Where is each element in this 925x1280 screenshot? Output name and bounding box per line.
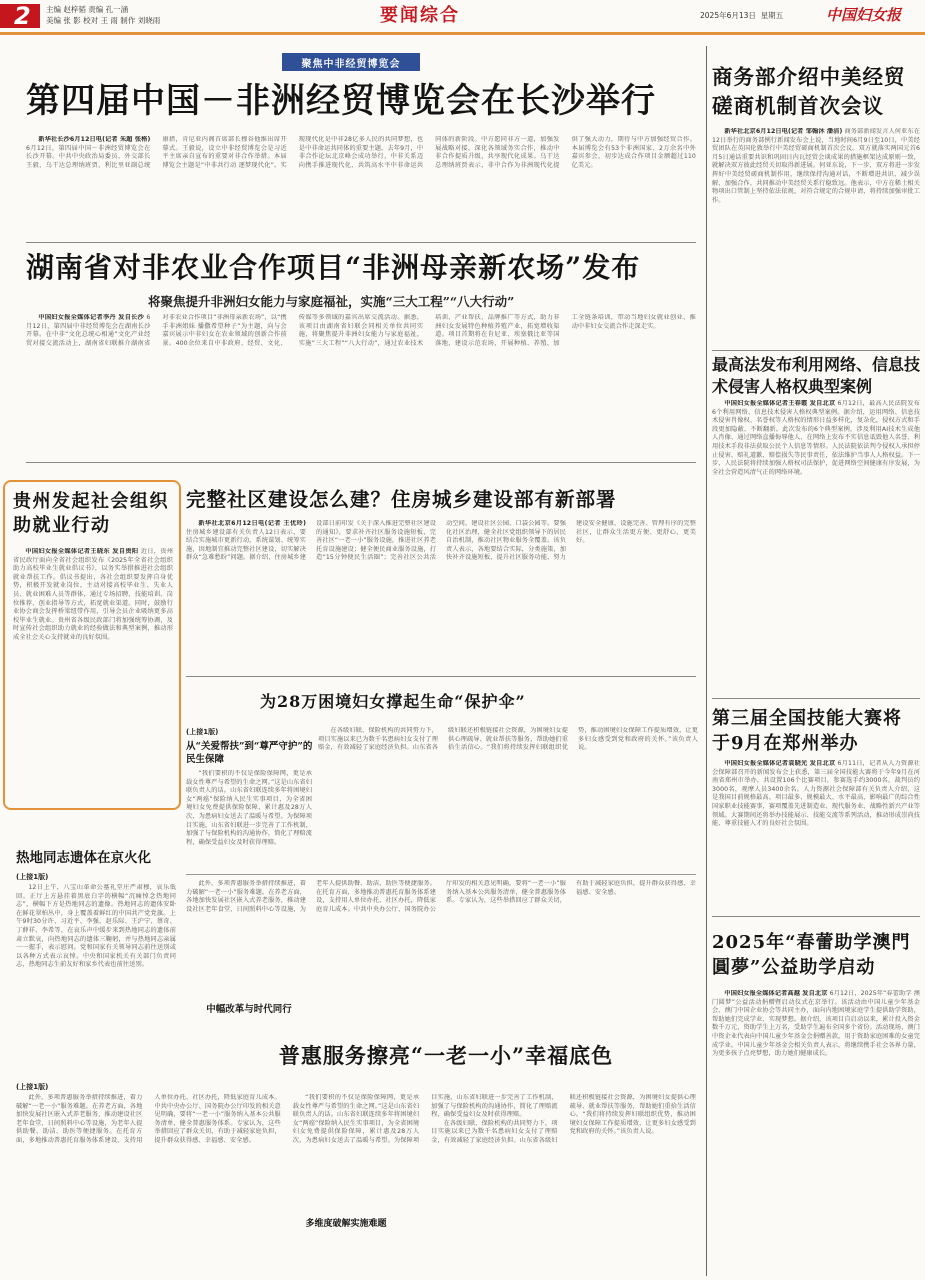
story7-headline: 为28万困境妇女撑起生命“保护伞” (260, 692, 526, 711)
story5-box (3, 480, 181, 810)
story9-body: 12日上午，八宝山革命公墓礼堂庄严肃穆，哀乐低回。正厅上方悬挂着黑底白字的横幅“沉痛悼念热地同志”，横幅下方是热地同志的遗像。热地同志的遗体安卧在鲜花翠柏丛中，身上覆盖着鲜红的中国共产党党旗。上午9时30分许，习近平、李强、赵乐际、王沪宁、蔡奇、丁薛祥、李希等，在哀乐声中缓步来到热地同志的遗体前肃立默哀，向热地同志的遗体三鞠躬，并与热地同志亲属一一握手，表示慰问。党和国家有关领导同志前往送别或以各种方式表示哀悼。中央和国家机关有关部门负责同志，热地同志生前友好和家乡代表也前往送别。 (16, 884, 176, 969)
story3-body: 新华社北京6月12日电(记者 邹翰沐 潘洁) 商务部新闻发言人何亚东在12日举行的商务部例行新闻发布会上说，当地时间6月9日至10日，中美经贸团队在英国伦敦举行中美经贸磋商机制首次会议。双方就落实两国元首6月5日通话重要共识和巩固日内瓦经贸会谈成果的措施框架达成原则一致，就解决双方彼此经贸关切取得新进展。何亚东说，下一步，双方将进一步发挥好中美经贸磋商机制作用，继续保持沟通对话，不断增进共识、减少误解、加强合作，共同推动中美经贸关系行稳致远。他表示，中方在稀土相关物项出口管制上坚持依法依规，对符合规定的合规申请，将持续加强审批工作。 (712, 128, 920, 204)
story11-headline: 2025年“春蕾助学澳門圓夢”公益助学启动 (712, 932, 911, 978)
story5-body: 中国妇女报全媒体记者王晓东 发自贵阳 近日，贵州省民政厅面向全省社会组织发布《2025年全省社会组织助力高校毕业生就业倡议书》，以务实举措推进社会组织就业帮扶工作。倡议书提出，各社会组织要发挥自身优势，积极开发就业岗位，主动对接高校毕业生、失业人员、就业困难人员等群体，通过专场招聘、技能培训、岗位推荐、创业指导等方式，拓宽就业渠道。同时，鼓励行业协会商会发挥桥梁纽带作用，引导会员企业吸纳更多高校毕业生就业。贵州省各级民政部门将加强统筹协调，及时宣传社会组织助力就业的经验做法和典型案例，推动形成全社会关心支持就业的良好氛围。 (13, 548, 173, 641)
story4-body: 中国妇女报全媒体记者王春霞 发自北京 6月12日，最高人民法院发布6个利用网络、信息技术侵害人格权典型案例。据介绍，运用网络、信息技术侵害肖像权、名誉权等人格权的情形日益多样化，复杂化，侵权方式和手段更加隐蔽、不断翻新。此次发布的6个典型案例，涉及利用AI技术生成他人肖像、通过网络直播侮辱他人、在网络上发布不实信息诋毁他人名誉、利用技术手段非法获取公民个人信息等情形。人民法院依法判令侵权人承担停止侵害、赔礼道歉、赔偿损失等民事责任，依法维护当事人人格权益。下一步，人民法院将持续加强人格权司法保护，促进网络空间健康有序发展，为全社会营造风清气正的网络环境。 (712, 400, 920, 476)
story4-headline: 最高法发布利用网络、信息技术侵害人格权典型案例 (712, 355, 920, 396)
page-number: 2 (14, 4, 31, 28)
story9-headline: 热地同志遗体在京火化 (16, 850, 151, 866)
section-title: 要闻综合 (380, 5, 460, 26)
story2-body: 中国妇女报全媒体记者李丹 发自长沙 6月12日，第四届中非经贸博览会在湖南长沙开幕。在中非“文化总统心相通”文化产业经贸对接交流活动上，湖南省妇联推介湖南省对非农业合作项目“非洲母亲新农场”，以“携手非洲姐妹 播撒希望种子”为主题，向与会嘉宾展示中非妇女在农业领域的创新合作前景。400余位来自中非政府、经贸、文化、传媒等多领域的嘉宾出席交流活动。据悉，该项目由湖南省妇联会同相关单位共同实施，将聚焦提升非洲妇女能力与家庭福祉，实施“三大工程”“八大行动”，通过农业技术培训、产业帮扶、品牌推广等方式，助力非洲妇女发展特色种植养殖产业，拓宽增收渠道。项目首期将在肯尼亚、埃塞俄比亚等国落地，建设示范农场，开展种植、养殖、加工全链条培训，带动当地妇女就业创业，推动中非妇女交流合作走深走实。 (26, 314, 696, 347)
masthead-rule (0, 32, 925, 35)
page-number-block (0, 4, 40, 28)
story2-headline: 湖南省对非农业合作项目“非洲母亲新农场”发布 (26, 251, 641, 284)
masthead (0, 0, 925, 32)
story3-headline: 商务部介绍中美经贸磋商机制首次会议 (712, 65, 906, 118)
story7-lower-text: 此外，多项普惠服务举措持续推进，着力破解“一老一小”服务难题。在养老方面，各地加快发展社区嵌入式养老服务，推动建设社区老年食堂、日间照料中心等设施，为老年人提供助餐、助洁、助医等便捷服务。在托育方面，多地推动普惠托育服务体系建设，支持用人单位办托、社区办托，降低家庭育儿成本。中共中央办公厅、国务院办公厅印发的相关意见明确，要将“一老一小”服务纳入基本公共服务清单，健全普惠服务体系。专家认为，这些举措回应了群众关切，有助于减轻家庭负担，提升群众获得感、幸福感、安全感。 (186, 880, 696, 913)
story6-headline: 完整社区建设怎么建？住房城乡建设部有新部署 (186, 488, 617, 511)
story8-body: 中国妇女报全媒体记者袁晓光 发自北京 6月11日，记者从人力资源社会保障部召开的新闻发布会上获悉，第三届全国技能大赛将于今年9月在河南省郑州市举办，共设置106个比赛项目，参赛选手约3000名，裁判员约3000名，观摩人员3400余名。人力资源社会保障部有关负责人介绍，这是我国目前规格最高、项目最多、规模最大、水平最高、影响最广的综合性国家职业技能赛事，赛项覆盖先进制造业、现代服务业、战略性新兴产业等领域。大赛期间还将举办技能展示、技能交流等系列活动，推动形成崇尚技能、尊重技能人才的良好社会氛围。 (712, 760, 920, 828)
story10-source-note: (上接1版) (16, 1083, 49, 1091)
story2-subhead: 将聚焦提升非洲妇女能力与家庭福祉，实施“三大工程”“八大行动” (148, 294, 515, 309)
story5-headline: 贵州发起社会组织助就业行动 (13, 491, 169, 536)
story1-headline: 第四届中国－非洲经贸博览会在长沙举行 (26, 81, 656, 121)
story10-body: 此外，多项普惠服务举措持续推进，着力破解“一老一小”服务难题。在养老方面，各地加快发展社区嵌入式养老服务，推动建设社区老年食堂、日间照料中心等设施，为老年人提供助餐、助洁、助医等便捷服务。在托育方面，多地推动普惠托育服务体系建设，支持用人单位办托、社区办托，降低家庭育儿成本。中共中央办公厅、国务院办公厅印发的相关意见明确，要将“一老一小”服务纳入基本公共服务清单，健全普惠服务体系。专家认为，这些举措回应了群众关切，有助于减轻家庭负担，提升群众获得感、幸福感、安全感。 “我们要积的不仅是保险保障网，更是承载女性尊严与希望的生命之网。”这是山东省妇联负责人的话。山东省妇联连续多年将困境妇女“两癌”保险纳入民生实事项目，为全省困境妇女免费提供保险保障，累计惠及28万人次，为患病妇女送去了温暖与希望。为保障项目实施，山东省妇联进一步完善了工作机制，加强了与保险机构的沟通协作，简化了理赔流程，确保受益妇女及时获得理赔。 在各级妇联、保险机构的共同努力下，项目实施以来已为数千名患病妇女支付了理赔金，有效减轻了家庭经济负担。山东省各级妇联还积极链接社会资源，为困境妇女提供心理疏导、就业帮扶等服务，帮助她们重拾生活信心。“我们将持续发挥妇联组织优势，推动困境妇女保障工作提质增效，让更多妇女感受到党和政府的关怀。”该负责人说。 (16, 1094, 696, 1144)
story7-body1: “我们要积的不仅是保险保障网，更是承载女性尊严与希望的生命之网。”这是山东省妇联负责人的话。山东省妇联连续多年将困境妇女“两癌”保险纳入民生实事项目，为全省困境妇女免费提供保险保障，累计惠及28万人次，为患病妇女送去了温暖与希望。为保障项目实施，山东省妇联进一步完善了工作机制，加强了与保险机构的沟通协作，简化了理赔流程，确保受益妇女及时获得理赔。 (186, 770, 312, 846)
story11-body: 中国妇女报全媒体记者高越 发自北京 6月12日，2025年“春蕾助学 澳门圆梦”公益活动捐赠暨启动仪式在京举行。该活动由中国儿童少年基金会、澳门中国企业协会等共同主办，面向内地困境家庭学生提供助学资助，帮助她们完成学业、实现梦想。据介绍，该项目自启动以来，累计投入资金数千万元，资助学生上万名，受助学生遍布全国多个省份。活动现场，澳门中资企业代表向中国儿童少年基金会捐赠善款，用于资助家庭困难的女童完成学业。中国儿童少年基金会相关负责人表示，将继续携手社会各界力量，为更多孩子点亮梦想，助力她们健康成长。 (712, 990, 920, 1058)
story10-subheadline: 多维度破解实施难题 (296, 1218, 396, 1230)
staff-credits: 主编 赵梓韬 责编 孔一涵 美编 张 影 校对 王 雨 制作 刘晓雨 (46, 5, 161, 25)
story8-headline: 第三届全国技能大赛将于9月在郑州举办 (712, 708, 902, 754)
paper-logo: 中国妇女报 (826, 6, 902, 24)
story6-body: 新华社北京6月12日电(记者 王优玲) 住房城乡建设部有关负责人12日表示，要结合实施城市更新行动，系统谋划、统筹实施，因地制宜推动完整社区建设，切实解决群众“急难愁盼”问题。据介绍，住房城乡建设部日前印发《关于深入推进完整社区建设的通知》，要求补齐社区服务设施短板，完善社区“一老一小”服务设施，推进社区养老托育设施建设；健全便民商业服务设施，打造“15分钟便民生活圈”；完善社区公共活动空间，建设社区公园、口袋公园等。要强化社区治理，健全社区党组织领导下的居民自治机制，推动社区物业服务全覆盖。该负责人表示，各地要结合实际，分类施策，加快补齐设施短板，提升社区服务功能，努力建设安全健康、设施完善、管理有序的完整社区，让群众生活更方便、更舒心、更美好。 (186, 520, 696, 562)
story-tag: 聚焦中非经贸博览会 (282, 53, 420, 71)
story7-subheadline: 从“关爱帮扶”到“尊严守护”的民生保障 (186, 741, 313, 765)
story9-source-note: (上接1版) (16, 873, 49, 881)
story7-body2: 在各级妇联、保险机构的共同努力下，项目实施以来已为数千名患病妇女支付了理赔金，有效减轻了家庭经济负担。山东省各级妇联还积极链接社会资源，为困境妇女提供心理疏导、就业帮扶等服务，帮助她们重拾生活信心。“我们将持续发挥妇联组织优势，推动困境妇女保障工作提质增效，让更多妇女感受到党和政府的关怀。”该负责人说。 (318, 727, 698, 752)
story1-body: 新华社长沙6月12日电(记者 朱超 张格) 6月12日，第四届中国－非洲经贸博览会在长沙开幕。中共中央政治局委员、外交部长王毅，乌干达总理纳班贾，利比里亚副总统康措，肯尼亚内阁首席部长穆谷他维出席开幕式。王毅说，设立中非经贸博览会是习近平主席亲自宣布的重要对非合作举措。本届博览会主题是“中非共行动 逐梦现代化”。实现现代化是中非28亿多人民的共同梦想，也是中非命运共同体的重要主题。去年9月，中非合作论坛北京峰会成功举行，中非关系迈向携手推进现代化、共筑高水平中非命运共同体的新阶段。中方愿同非方一道，加强发展战略对接，深化各领域务实合作，推动中非合作提质升级、共享现代化成果。乌干达总理纳班贾表示，非中合作为非洲现代化提供了强大动力，期待与中方加强经贸合作。本届博览会有53个非洲国家、2万余名中外嘉宾参会，初步达成合作项目金额超过110亿美元。 (26, 136, 696, 169)
story7-source-note: (上接1版) (186, 728, 219, 736)
story10-subheadline-reform: 中幅改革与时代同行 (206, 1004, 292, 1015)
issue-date: 2025年6月13日 星期五 (700, 11, 784, 20)
story10-headline: 普惠服务擦亮“一老一小”幸福底色 (278, 1043, 614, 1068)
